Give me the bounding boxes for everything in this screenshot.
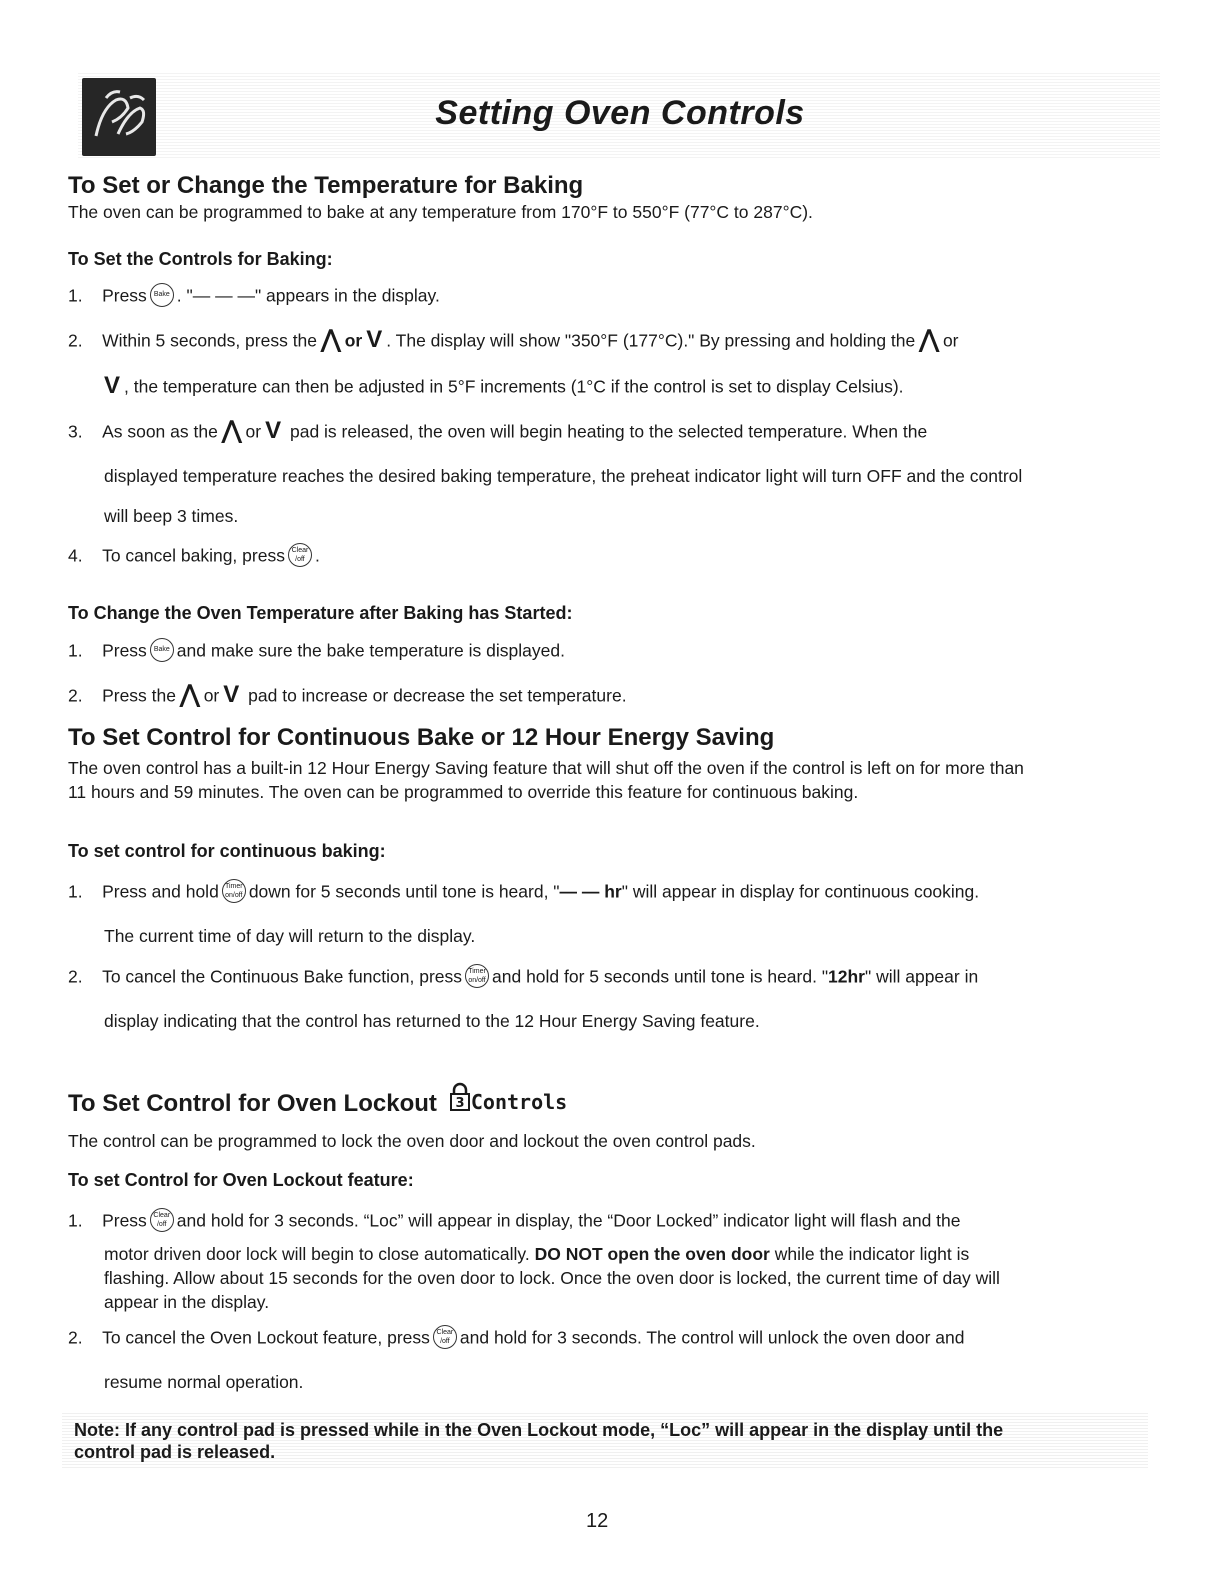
step-text: and hold for 5 seconds until tone is heard. "	[492, 966, 829, 987]
section2-intro-line-1: The oven control has a built-in 12 Hour Energy Saving feature that will shut off the oven if the control is left on for more than	[68, 758, 1024, 778]
or-text: or	[344, 330, 363, 351]
step-text: . "— — —" appears in the display.	[176, 285, 440, 306]
step-number: 1.	[68, 640, 83, 661]
lock-digit: 3	[455, 1096, 465, 1111]
step-1-change-temp	[68, 640, 565, 664]
or-text: or	[245, 421, 262, 442]
step-1-set-baking	[68, 285, 440, 309]
step-1-lockout-line-2	[104, 1244, 969, 1265]
step-1-continuous-line-2: The current time of day will return to the display.	[104, 926, 476, 946]
step-4-set-baking	[68, 545, 320, 569]
step-number: 2.	[68, 330, 83, 351]
timer-pad-icon: Timer on/off	[465, 964, 489, 988]
step-3-line-3: will beep 3 times.	[104, 506, 239, 526]
oven-controls-icon	[82, 78, 156, 156]
down-arrow-icon: V	[366, 326, 383, 353]
section2-intro-line-2: 11 hours and 59 minutes. The oven can be programmed to override this feature for continuous baking.	[68, 782, 859, 802]
step-2-continuation	[104, 372, 904, 400]
step-1-lockout	[68, 1210, 961, 1234]
subheading-change-temperature: To Change the Oven Temperature after Baking has Started:	[68, 603, 573, 623]
step-1-continuous	[68, 881, 979, 905]
note-line-1: Note: If any control pad is pressed while in the Oven Lockout mode, “Loc” will appear in the display until the	[74, 1420, 1004, 1440]
step-number: 2.	[68, 685, 83, 706]
bake-pad-icon: Bake	[150, 638, 174, 662]
subheading-set-controls: To Set the Controls for Baking:	[68, 249, 333, 269]
lock-icon	[449, 1082, 471, 1119]
step-text: down for 5 seconds until tone is heard, "	[248, 881, 560, 902]
step-text: Press	[102, 640, 147, 661]
subheading-continuous-baking: To set control for continuous baking:	[68, 841, 386, 861]
clear-off-pad-icon: Clear /off	[288, 543, 312, 567]
step-2-change-temp	[68, 681, 627, 709]
step-text: . The display will show "350°F (177°C)." By pressing and holding the	[386, 330, 916, 351]
step-number: 1.	[68, 285, 83, 306]
or-text: or	[203, 685, 220, 706]
step-2-continuous-line-2: display indicating that the control has returned to the 12 Hour Energy Saving feature.	[104, 1011, 760, 1031]
subheading-oven-lockout: To set Control for Oven Lockout feature:	[68, 1170, 414, 1190]
up-arrow-icon: ⋀	[221, 417, 242, 444]
step-text: and hold for 3 seconds. “Loc” will appear in display, the “Door Locked” indicator light will flash and the	[176, 1210, 961, 1231]
step-text: Within 5 seconds, press the	[102, 330, 318, 351]
step-1-lockout-line-4: appear in the display.	[104, 1292, 270, 1312]
bake-pad-icon: Bake	[150, 283, 174, 307]
step-bold-text: — — hr	[559, 881, 622, 902]
step-number: 3.	[68, 421, 83, 442]
step-number: 2.	[68, 1327, 83, 1348]
lock-controls-label: Controls	[470, 1089, 568, 1114]
down-arrow-icon: V	[223, 681, 240, 708]
step-text: pad is released, the oven will begin heating to the selected temperature. When the	[289, 421, 928, 442]
step-number: 4.	[68, 545, 83, 566]
step-2-set-baking	[68, 326, 959, 354]
step-text: pad to increase or decrease the set temperature.	[248, 685, 627, 706]
step-text: .	[314, 545, 320, 566]
step-1-lockout-line-3: flashing. Allow about 15 seconds for the oven door to lock. Once the oven door is locked, the current time of day will	[104, 1268, 1000, 1288]
or-text: or	[942, 330, 959, 351]
up-arrow-icon: ⋀	[919, 326, 939, 353]
step-bold-text: 12hr	[828, 966, 865, 987]
step-text: and make sure the bake temperature is displayed.	[176, 640, 565, 661]
up-arrow-icon: ⋀	[180, 681, 200, 708]
section-intro-temperature: The oven can be programmed to bake at any temperature from 170°F to 550°F (77°C to 287°C).	[68, 202, 813, 222]
step-text: and hold for 3 seconds. The control will unlock the oven door and	[459, 1327, 965, 1348]
section3-intro: The control can be programmed to lock the oven door and lockout the oven control pads.	[68, 1131, 756, 1151]
step-2-continuous	[68, 966, 978, 990]
section-heading-temperature: To Set or Change the Temperature for Baking	[68, 172, 584, 199]
step-number: 1.	[68, 1210, 83, 1231]
step-3-set-baking	[68, 417, 928, 445]
down-arrow-icon: V	[265, 417, 282, 444]
step-text: motor driven door lock will begin to close automatically.	[104, 1244, 530, 1264]
step-text: , the temperature can then be adjusted in 5°F increments (1°C if the control is set to display Celsius).	[124, 376, 904, 397]
up-arrow-icon: ⋀	[321, 326, 341, 353]
step-text: Press the	[102, 685, 176, 706]
step-text: Press	[102, 1210, 147, 1231]
clear-off-pad-icon: Clear /off	[433, 1325, 457, 1349]
step-text: Press	[102, 285, 147, 306]
section-heading-text: To Set Control for Oven Lockout	[68, 1089, 437, 1117]
clear-off-pad-icon: Clear /off	[150, 1208, 174, 1232]
timer-pad-icon: Timer on/off	[222, 879, 246, 903]
section-heading-oven-lockout	[68, 1086, 567, 1123]
step-bold-text: DO NOT open the oven door	[534, 1244, 770, 1264]
step-number: 2.	[68, 966, 83, 987]
step-text: " will appear in	[865, 966, 979, 987]
step-text: As soon as the	[102, 421, 218, 442]
step-2-lockout-line-2: resume normal operation.	[104, 1372, 304, 1392]
step-text: " will appear in display for continuous cooking.	[621, 881, 980, 902]
step-3-line-2: displayed temperature reaches the desired baking temperature, the preheat indicator light will turn OFF and the control	[104, 466, 1023, 486]
step-text: Press and hold	[102, 881, 219, 902]
step-2-lockout	[68, 1327, 964, 1351]
step-text: To cancel the Oven Lockout feature, press	[102, 1327, 430, 1348]
step-number: 1.	[68, 881, 83, 902]
section-heading-continuous-bake: To Set Control for Continuous Bake or 12 Hour Energy Saving	[68, 724, 775, 751]
step-text: while the indicator light is	[774, 1244, 970, 1264]
page-number: 12	[586, 1510, 609, 1532]
down-arrow-icon: V	[104, 372, 121, 399]
note-line-2: control pad is released.	[74, 1442, 276, 1462]
page-title: Setting Oven Controls	[435, 94, 805, 132]
step-text: To cancel baking, press	[102, 545, 285, 566]
step-text: To cancel the Continuous Bake function, press	[102, 966, 463, 987]
